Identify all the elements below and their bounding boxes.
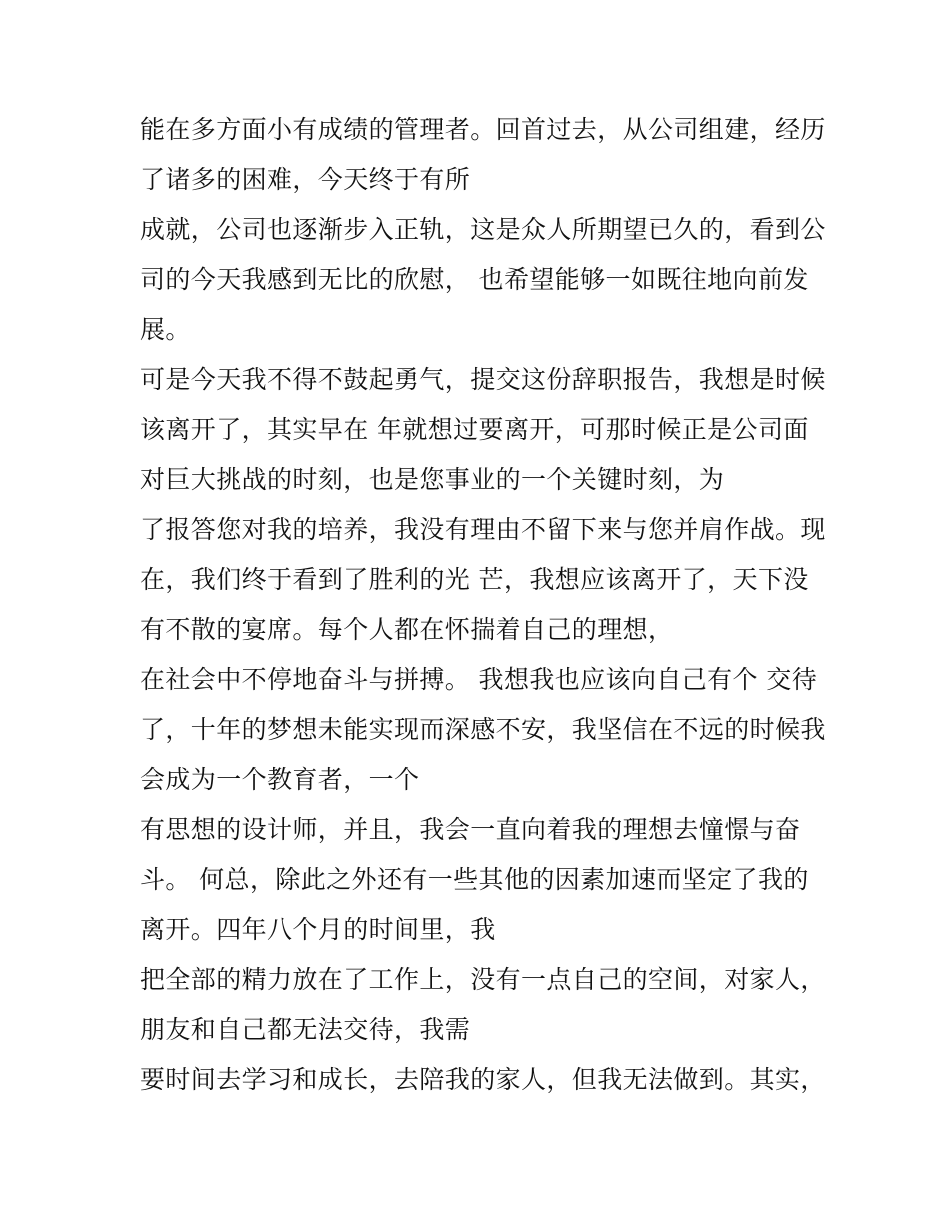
text-line: 有不散的宴席。每个人都在怀揣着自己的理想， bbox=[140, 615, 674, 644]
text-line: 对巨大挑战的时刻，也是您事业的一个关键时刻，为 bbox=[140, 465, 725, 494]
text-line: 展。 bbox=[140, 315, 191, 344]
text-line: 斗。 何总，除此之外还有一些其他的因素加速而坚定了我的 bbox=[140, 865, 809, 894]
text-line: 该离开了，其实早在 年就想过要离开，可那时候正是公司面 bbox=[140, 415, 809, 444]
text-line: 离开。四年八个月的时间里，我 bbox=[140, 915, 496, 944]
text-line: 可是今天我不得不鼓起勇气，提交这份辞职报告，我想是时候 bbox=[140, 365, 826, 394]
text-line: 了，十年的梦想未能实现而深感不安，我坚信在不远的时候我 bbox=[140, 715, 826, 744]
text-line: 会成为一个教育者，一个 bbox=[140, 765, 420, 794]
text-line: 要时间去学习和成长，去陪我的家人，但我无法做到。其实， bbox=[140, 1065, 826, 1094]
text-line: 在，我们终于看到了胜利的光 芒，我想应该离开了，天下没 bbox=[140, 565, 809, 594]
text-line: 能在多方面小有成绩的管理者。回首过去，从公司组建，经历 bbox=[140, 115, 826, 144]
text-line: 成就，公司也逐渐步入正轨，这是众人所期望已久的，看到公 bbox=[140, 215, 826, 244]
text-line: 把全部的精力放在了工作上，没有一点自己的空间，对家人， bbox=[140, 965, 826, 994]
text-line: 了报答您对我的培养，我没有理由不留下来与您并肩作战。现 bbox=[140, 515, 826, 544]
text-line: 了诸多的困难，今天终于有所 bbox=[140, 165, 471, 194]
text-line: 在社会中不停地奋斗与拼搏。 我想我也应该向自己有个 交待 bbox=[140, 665, 818, 694]
document-body bbox=[140, 105, 830, 1105]
text-line: 司的今天我感到无比的欣慰， 也希望能够一如既往地向前发 bbox=[140, 265, 809, 294]
text-line: 有思想的设计师，并且，我会一直向着我的理想去憧憬与奋 bbox=[140, 815, 801, 844]
text-line: 朋友和自己都无法交待，我需 bbox=[140, 1015, 471, 1044]
